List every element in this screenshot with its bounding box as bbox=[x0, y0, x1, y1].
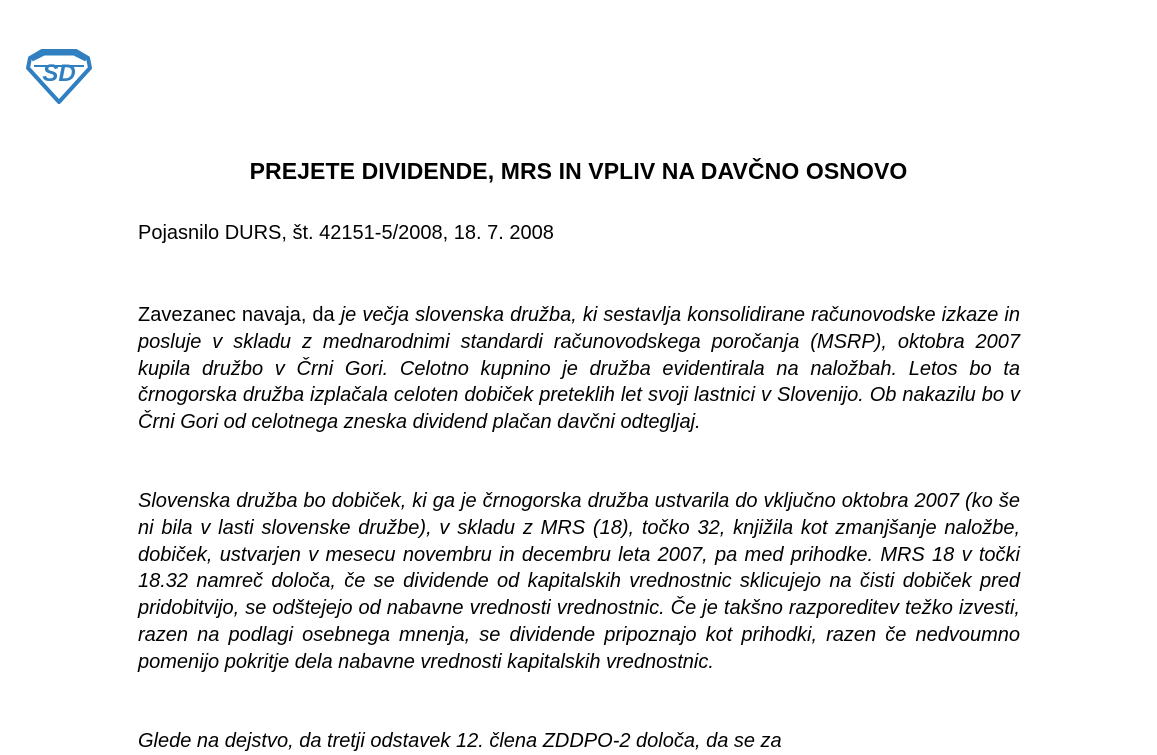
paragraph-1-italic: je večja slovenska družba, ki sestavlja konsolidirane računovodske izkaze in posluje v skladu z mednarodnimi standardi računovodskega poročanja (MSRP), oktobra 2007 kupila družbo v Črni Gori. Celotno kupnino je družba evidentirala na naložbah. Letos bo ta črnogorska družba izplačala celoten dobiček preteklih let svoji lastnici v Slovenijo. Ob nakazilu bo v Črni Gori od celotnega zneska dividend plačan davčni odtegljaj. bbox=[138, 304, 1020, 434]
paragraph-2: Slovenska družba bo dobiček, ki ga je črnogorska družba ustvarila do vključno oktobra 2007 (ko še ni bila v lasti slovenske družbe), v skladu z MRS (18), točko 32, knjižila kot zmanjšanje naložbe, dobiček, ustvarjen v mesecu novembru in decembru leta 2007, pa med prihodke. MRS 18 v točki 18.32 namreč določa, če se dividende od kapitalskih vrednostnic sklicujejo na čisti dobiček pred pridobitvijo, se odštejejo od nabavne vrednosti vrednostnic. Če je takšno razporeditev težko izvesti, razen na podlagi osebnega mnenja, se dividende pripoznajo kot prihodki, razen če nedvoumno pomenijo pokritje dela nabavne vrednosti kapitalskih vrednostnic. bbox=[138, 490, 1020, 673]
document-subtitle: Pojasnilo DURS, št. 42151-5/2008, 18. 7. 2008 bbox=[138, 222, 554, 244]
logo-text: SD bbox=[42, 60, 76, 87]
paragraph-3: Glede na dejstvo, da tretji odstavek 12. člena ZDDPO-2 določa, da se za bbox=[138, 730, 782, 752]
sd-shield-logo-icon bbox=[22, 48, 96, 104]
paragraph-1 bbox=[138, 302, 1020, 436]
document-title: PREJETE DIVIDENDE, MRS IN VPLIV NA DAVČNO OSNOVO bbox=[249, 158, 908, 184]
paragraph-1-lead: Zavezanec navaja, da bbox=[138, 304, 341, 326]
